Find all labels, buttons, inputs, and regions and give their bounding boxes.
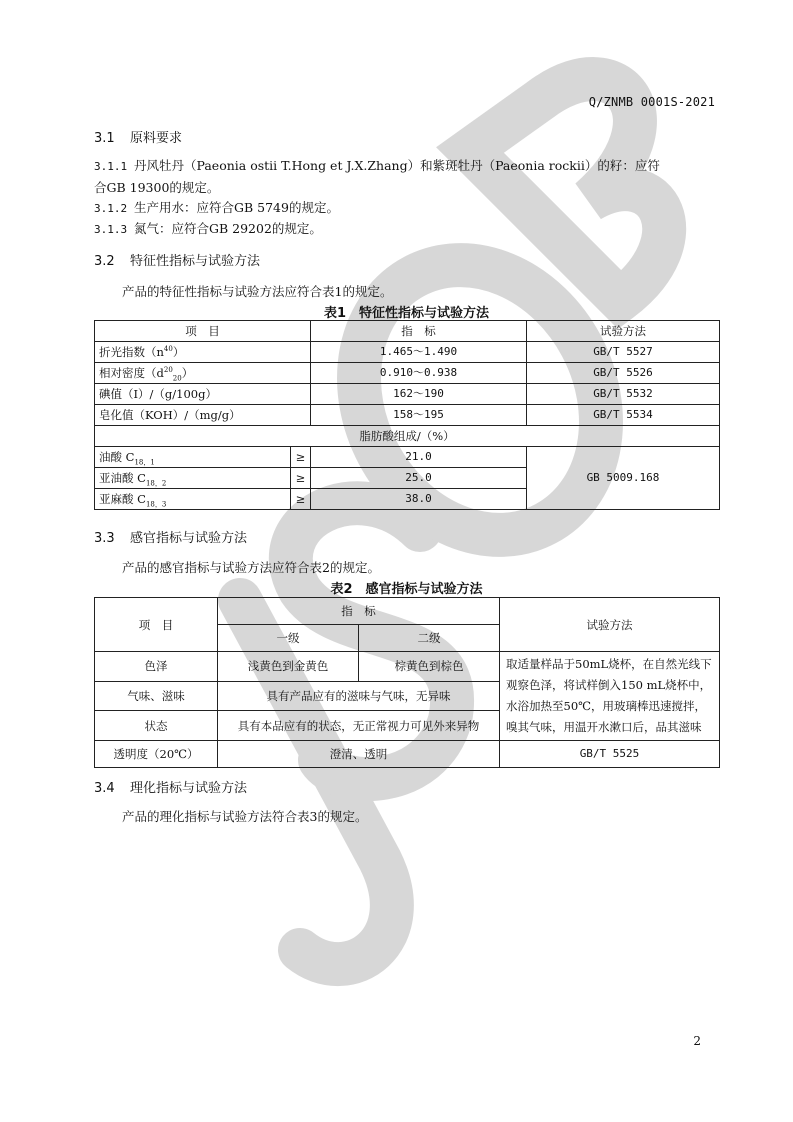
table-header: 项 目 xyxy=(95,598,218,652)
table-1-caption: 表1 特征性指标与试验方法 xyxy=(323,306,490,321)
table-cell-operator: ≥ xyxy=(291,489,311,510)
section-number: 3.2 xyxy=(94,254,115,269)
table-row xyxy=(95,384,720,405)
table-header: 试验方法 xyxy=(527,321,720,342)
table-cell-item: 折光指数$(n^{40})$ xyxy=(95,342,311,363)
section-3-4-intro: 产品的理化指标与试验方法符合表3的规定。 xyxy=(122,809,368,824)
section-3-2-intro: 产品的特征性指标与试验方法应符合表1的规定。 xyxy=(122,284,393,299)
table-cell-item: 亚麻酸 $C_{18,3}$ xyxy=(95,489,291,510)
section-3-2-heading xyxy=(94,250,260,269)
clause-number: 3.1.3 xyxy=(94,223,128,236)
table-cell-value: 0.910～0.938 xyxy=(311,363,527,384)
section-3-3-heading xyxy=(94,527,247,546)
method-line: 取适量样品于50mL烧杯，在自然光线下 xyxy=(506,657,712,671)
table-cell-item: 碘值（I）/（g/100g） xyxy=(95,384,311,405)
section-title: 原料要求 xyxy=(130,131,183,146)
clause-3-1-3 xyxy=(94,218,719,240)
table-cell-grade2: 棕黄色到棕色 xyxy=(359,652,500,682)
table-cell-method: GB/T 5526 xyxy=(527,363,720,384)
table-header: 二级 xyxy=(359,625,500,652)
table-cell-item: 皂化值（KOH）/（mg/g） xyxy=(95,405,311,426)
section-title: 感官指标与试验方法 xyxy=(130,531,248,546)
table-cell-operator: ≥ xyxy=(291,468,311,489)
table-1 xyxy=(94,320,720,510)
table-header: 项 目 xyxy=(95,321,311,342)
table-cell-value: 162～190 xyxy=(311,384,527,405)
section-number: 3.4 xyxy=(94,781,115,796)
table-header: 试验方法 xyxy=(500,598,720,652)
table-cell-method: GB/T 5532 xyxy=(527,384,720,405)
table-cell-item: 油酸 $C_{18,1}$ xyxy=(95,447,291,468)
clause-text: 氮气：应符合GB 29202的规定。 xyxy=(134,221,322,236)
clause-text-cont: 合GB 19300的规定。 xyxy=(94,180,220,195)
table-row xyxy=(95,652,720,682)
clause-3-1-2 xyxy=(94,197,719,219)
clause-3-1-1 xyxy=(94,155,719,198)
table-cell-method: GB/T 5527 xyxy=(527,342,720,363)
section-title: 理化指标与试验方法 xyxy=(130,781,248,796)
clause-text: 生产用水：应符合GB 5749的规定。 xyxy=(134,200,339,215)
table-row xyxy=(95,426,720,447)
table-cell-operator: ≥ xyxy=(291,447,311,468)
table-cell-value: 38.0 xyxy=(311,489,527,510)
table-cell-value: 1.465～1.490 xyxy=(311,342,527,363)
method-line: 观察色泽，将试样倒入150 mL烧杯中， xyxy=(506,678,712,692)
clause-number: 3.1.1 xyxy=(94,160,128,173)
section-3-1-heading xyxy=(94,127,182,146)
table-cell-value: 21.0 xyxy=(311,447,527,468)
table-2-caption: 表2 感官指标与试验方法 xyxy=(330,582,483,597)
table-cell-value: 158～195 xyxy=(311,405,527,426)
table-cell-index: 澄清、透明 xyxy=(218,741,500,768)
fatty-acid-header: 脂肪酸组成/（%） xyxy=(95,426,720,447)
section-3-3-intro: 产品的感官指标与试验方法应符合表2的规定。 xyxy=(122,560,380,575)
method-line: 水浴加热至50℃，用玻璃棒迅速搅拌， xyxy=(506,699,706,713)
table-cell-item: 气味、滋味 xyxy=(95,681,218,711)
table-row xyxy=(95,447,720,468)
section-number: 3.1 xyxy=(94,131,115,146)
table-cell-index: 具有本品应有的状态，无正常视力可见外来异物 xyxy=(218,711,500,741)
table-cell-method xyxy=(500,652,720,741)
table-cell-item: 状态 xyxy=(95,711,218,741)
table-cell-item: 亚油酸 $C_{18,2}$ xyxy=(95,468,291,489)
table-row xyxy=(95,405,720,426)
table-cell-method: GB 5009.168 xyxy=(527,447,720,510)
table-row xyxy=(95,321,720,342)
table-cell-grade1: 浅黄色到金黄色 xyxy=(218,652,359,682)
table-header: 一级 xyxy=(218,625,359,652)
method-line: 嗅其气味，用温开水漱口后，品其滋味 xyxy=(506,720,702,734)
table-row xyxy=(95,598,720,625)
page-number: 2 xyxy=(693,1034,701,1048)
section-3-4-heading xyxy=(94,777,247,796)
table-cell-method: GB/T 5534 xyxy=(527,405,720,426)
table-row xyxy=(95,363,720,384)
table-row xyxy=(95,741,720,768)
table-cell-index: 具有产品应有的滋味与气味，无异味 xyxy=(218,681,500,711)
section-title: 特征性指标与试验方法 xyxy=(130,254,261,269)
table-row xyxy=(95,342,720,363)
table-2 xyxy=(94,597,720,768)
document-code: Q/ZNMB 0001S-2021 xyxy=(588,95,715,109)
clause-number: 3.1.2 xyxy=(94,202,128,215)
table-cell-item: 透明度（20℃） xyxy=(95,741,218,768)
section-number: 3.3 xyxy=(94,531,115,546)
table-cell-value: 25.0 xyxy=(311,468,527,489)
clause-text: 丹风牡丹（Paeonia ostii T.Hong et J.X.Zhang）和紫斑牡丹（Paeonia rockii）的籽：应符 xyxy=(134,158,660,173)
table-cell-item: 色泽 xyxy=(95,652,218,682)
table-cell-method: GB/T 5525 xyxy=(500,741,720,768)
table-header: 指 标 xyxy=(311,321,527,342)
table-header: 指 标 xyxy=(218,598,500,625)
table-cell-item: 相对密度$(d^{20}_{20})$ xyxy=(95,363,311,384)
